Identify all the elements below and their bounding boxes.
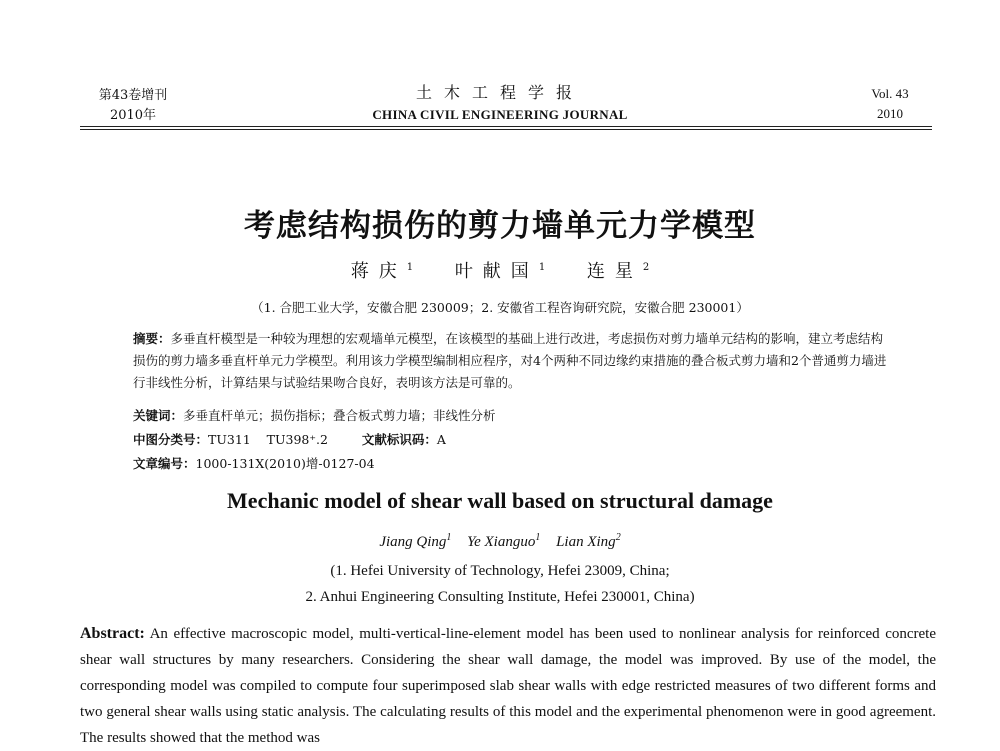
journal-name-cn: 土木工程学报: [415, 83, 584, 102]
authors-en: [0, 532, 1000, 551]
affiliation-en-1: (1. Hefei University of Technology, Hefei 23009, China;: [330, 563, 670, 579]
affiliation-en-2: 2. Anhui Engineering Consulting Institute, Hefei 230001, China): [305, 589, 695, 605]
header-volume-en: [860, 84, 920, 124]
author-en: Ye Xianguo$^1$: [467, 532, 541, 550]
classification-value: TU311 TU398⁺.2: [208, 432, 328, 447]
abstract-cn-label: 摘要：: [133, 331, 171, 346]
abstract-cn: [133, 328, 893, 394]
year-cn: 2010年: [109, 108, 157, 123]
authors-cn: [0, 257, 1000, 283]
year-en: 2010: [877, 106, 903, 121]
keywords-cn-label: 关键词：: [133, 408, 184, 423]
paper-title-cn: 考虑结构损伤的剪力墙单元力学模型: [244, 208, 756, 244]
header-rule-top: [80, 126, 932, 127]
article-number-line: [133, 453, 893, 475]
doc-code-value: A: [436, 432, 446, 447]
paper-title-en: Mechanic model of shear wall based on structural damage: [227, 488, 773, 513]
abstract-en-text: An effective macroscopic model, multi-vertical-line-element model has been used to nonlinear analysis for reinforced concrete shear wall structures by many researchers. Considering the shear wall damage, the model was improved. By use of the model, the corresponding model was compiled to compute four superimposed slab shear walls with edge restricted measures of two different forms and two general shear walls using static analysis. The calculating results of this model and the experimental phenomenon were in good agreement. The results showed that the method was: [80, 626, 936, 746]
doc-code-label: 文献标识码：: [361, 432, 437, 447]
author-cn: 叶献国$^1$: [454, 261, 546, 282]
abstract-en: [80, 621, 936, 751]
classification-line: [133, 429, 893, 451]
header-rule-bottom: [80, 129, 932, 130]
abstract-cn-text: 多垂直杆模型是一种较为理想的宏观墙单元模型，在该模型的基础上进行改进，考虑损伤对剪力墙单元结构的影响，建立考虑结构损伤的剪力墙多垂直杆单元力学模型。利用该力学模型编制相应程序，对4个两种不同边缘约束措施的叠合板式剪力墙和2个普通剪力墙进行非线性分析，计算结果与试验结果吻合良好，表明该方法是可靠的。: [133, 331, 887, 390]
keywords-cn: [133, 405, 893, 427]
article-number-label: 文章编号：: [133, 456, 196, 471]
journal-name-en: CHINA CIVIL ENGINEERING JOURNAL: [372, 107, 628, 122]
author-cn: 连星$^2$: [586, 261, 650, 282]
author-cn: 蒋庆$^1$: [350, 261, 414, 282]
author-en: Jiang Qing$^1$: [379, 532, 452, 550]
header-volume-cn: [88, 86, 178, 126]
classification-label: 中图分类号：: [133, 432, 209, 447]
author-en: Lian Xing$^2$: [556, 532, 621, 550]
volume-cn: 第43卷增刊: [98, 88, 168, 103]
article-number-value: 1000-131X(2010)增-0127-04: [195, 456, 375, 471]
journal-name: [320, 80, 680, 123]
abstract-en-label: Abstract:: [80, 625, 145, 642]
affiliations-cn: （1. 合肥工业大学，安徽合肥 230009；2. 安徽省工程咨询研究院，安徽合肥 230001）: [251, 300, 749, 315]
volume-en: Vol. 43: [871, 86, 909, 101]
keywords-cn-text: 多垂直杆单元；损伤指标；叠合板式剪力墙；非线性分析: [183, 408, 496, 423]
